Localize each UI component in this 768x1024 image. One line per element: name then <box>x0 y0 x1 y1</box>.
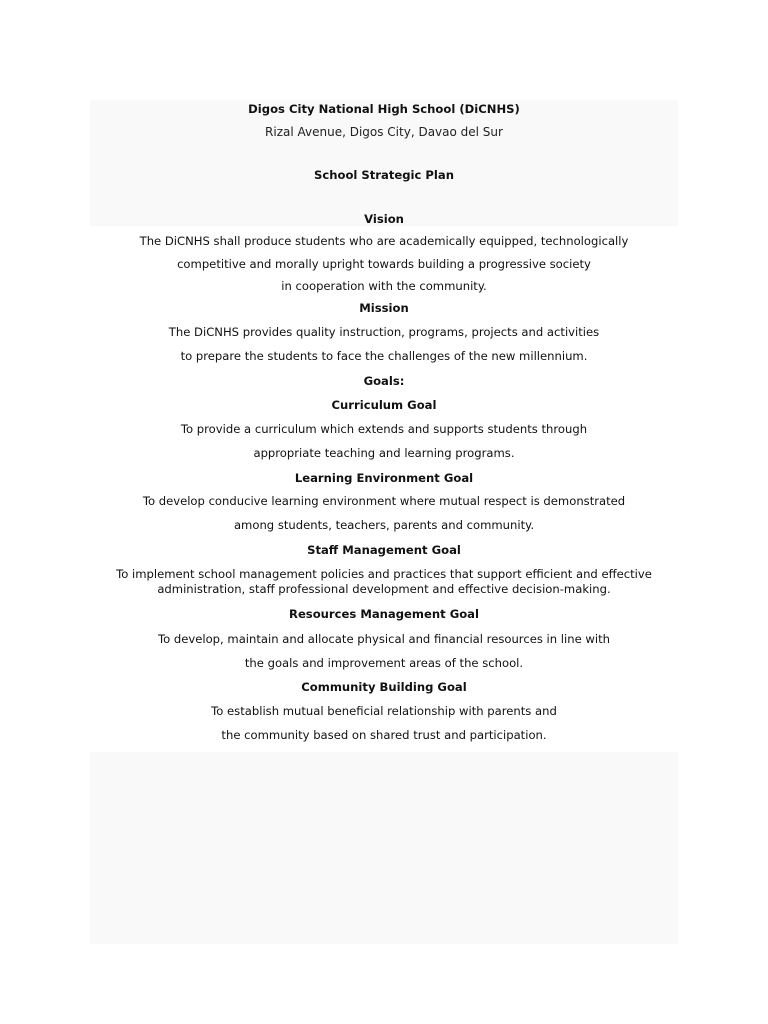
goal-line: To establish mutual beneficial relationship with parents and <box>211 704 557 718</box>
school-address: Rizal Avenue, Digos City, Davao del Sur <box>265 125 503 139</box>
plan-title: School Strategic Plan <box>314 168 454 182</box>
goal-line: To implement school management policies and practices that support efficient and effective <box>116 567 652 581</box>
goal-title-community-building: Community Building Goal <box>301 680 467 694</box>
goal-title-resources-management: Resources Management Goal <box>289 607 479 621</box>
goal-line: To develop conducive learning environment where mutual respect is demonstrated <box>142 494 626 508</box>
goal-line: To provide a curriculum which extends and supports students through <box>180 422 588 436</box>
goal-title-curriculum: Curriculum Goal <box>331 398 437 412</box>
vision-line: in cooperation with the community. <box>281 279 487 293</box>
vision-line: The DiCNHS shall produce students who are academically equipped, technologically <box>139 234 629 248</box>
vision-heading: Vision <box>364 212 404 226</box>
goals-heading: Goals: <box>363 374 405 388</box>
goal-line: among students, teachers, parents and community. <box>233 518 535 532</box>
goal-title-learning-environment: Learning Environment Goal <box>294 471 474 485</box>
header-shaded-block <box>90 100 678 226</box>
goal-line: the goals and improvement areas of the school. <box>244 656 524 670</box>
goal-line: the community based on shared trust and participation. <box>221 728 547 742</box>
goal-line: To develop, maintain and allocate physical and financial resources in line with <box>157 632 611 646</box>
mission-line: to prepare the students to face the challenges of the new millennium. <box>180 349 588 363</box>
goal-line: appropriate teaching and learning programs. <box>253 446 515 460</box>
school-name: Digos City National High School (DiCNHS) <box>248 102 520 116</box>
mission-heading: Mission <box>359 301 409 315</box>
vision-line: competitive and morally upright towards building a progressive society <box>177 257 591 271</box>
goal-line: administration, staff professional development and effective decision-making. <box>157 582 611 596</box>
mission-line: The DiCNHS provides quality instruction, programs, projects and activities <box>168 325 600 339</box>
goal-title-staff-management: Staff Management Goal <box>307 543 461 557</box>
footer-shaded-block <box>90 752 678 944</box>
